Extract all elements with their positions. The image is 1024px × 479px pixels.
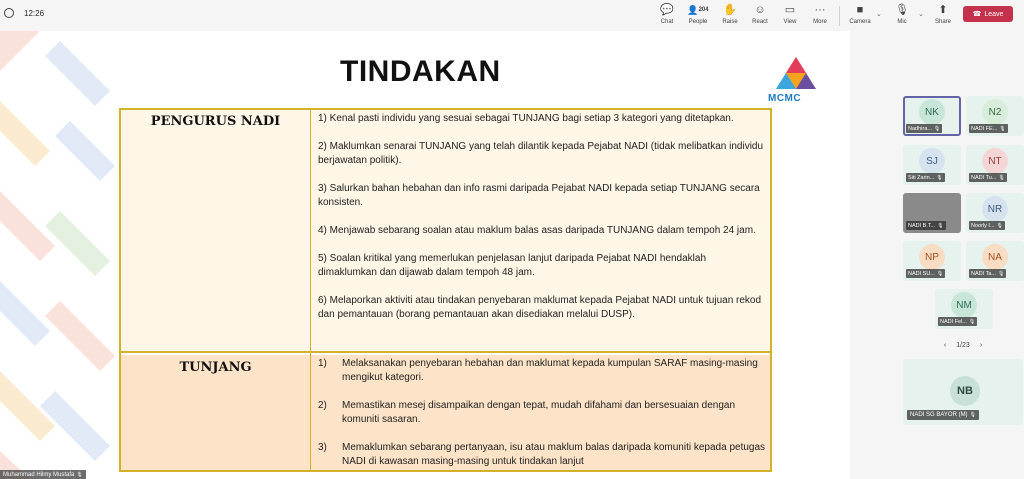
react-icon: ☺ <box>754 3 766 16</box>
mcmc-logo-text: MCMC <box>768 93 802 104</box>
mic-off-icon: 🎙 <box>895 3 909 16</box>
mic-off-icon: 🎙 <box>969 412 976 418</box>
avatar: NA <box>982 244 1008 270</box>
chevron-right-icon[interactable]: › <box>979 341 983 349</box>
view-icon: ▭ <box>784 3 796 16</box>
slide-title: TINDAKAN <box>340 55 501 88</box>
participant-tile[interactable]: NP NADI SU... 🎙 <box>903 241 961 281</box>
shield-icon <box>4 8 14 18</box>
camera-icon: ■ <box>856 3 864 16</box>
leave-button[interactable]: ☎ Leave <box>963 6 1013 22</box>
mic-off-icon: 🎙 <box>997 270 1005 277</box>
meeting-time: 12:26 <box>24 8 45 18</box>
avatar: SJ <box>919 148 945 174</box>
meeting-status <box>4 8 44 18</box>
mic-off-icon: 🎙 <box>968 318 976 325</box>
list-item: 1) Kenal pasti individu yang sesuai sebagai TUNJANG bagi setiap 3 kategori yang ditetapkan. <box>318 113 734 124</box>
mic-off-icon: 🎙 <box>996 222 1003 229</box>
list-item: 3) Memaklumkan sebarang pertanyaan, isu atau maklum balas daripada komuniti kepada petugas NADI di kawasan masing-masing untuk tindakan lanjut <box>318 442 766 467</box>
avatar: NT <box>982 148 1008 174</box>
mic-off-icon: 🎙 <box>999 125 1006 132</box>
participant-tile-large[interactable]: NB NADI SG BAYOR (M) 🎙 <box>903 359 1023 425</box>
list-item: 4) Menjawab sebarang soalan atau maklum balas asas daripada TUNJANG dalam tempoh 24 jam. <box>318 225 756 236</box>
column-divider <box>310 110 311 470</box>
slide-decoration <box>0 31 120 479</box>
list-item: 2) Memastikan mesej disampaikan dengan tepat, mudah difahami dan bersesuaian dengan komuniti sasaran. <box>318 400 736 425</box>
list-item: 3) Salurkan bahan hebahan dan info rasmi daripada Pejabat NADI kepada setiap TUNJANG secara konsisten. <box>318 183 760 208</box>
toolbar-divider <box>839 6 840 26</box>
camera-options-chevron-icon[interactable]: ⌄ <box>876 11 882 18</box>
avatar: NR <box>982 196 1008 222</box>
mic-button[interactable]: 🎙 Mic <box>895 3 909 25</box>
people-button[interactable]: 👤 204 People <box>687 4 709 25</box>
share-icon: ⬆ <box>938 3 948 16</box>
participant-tile[interactable]: NA NADI Ta... 🎙 <box>966 241 1024 281</box>
avatar: NB <box>950 376 980 406</box>
action-table <box>119 108 772 472</box>
row-header-pengurus-nadi: PENGURUS NADI <box>150 114 281 129</box>
avatar: N2 <box>982 99 1008 125</box>
mic-off-icon: 🎙 <box>937 222 944 229</box>
mic-off-icon: 🎙 <box>998 174 1005 181</box>
participant-tile[interactable]: N2 NADI FE... 🎙 <box>966 96 1024 136</box>
avatar: NM <box>951 292 977 318</box>
view-button[interactable]: ▭ View <box>783 3 797 25</box>
row-header-tunjang: TUNJANG <box>179 360 252 375</box>
mic-off-icon: 🎙 <box>933 125 941 132</box>
mic-off-icon: 🎙 <box>936 174 943 181</box>
shared-slide <box>0 31 850 479</box>
chat-button[interactable]: 💬 Chat <box>660 3 674 25</box>
page-indicator: 1/23 <box>956 341 970 349</box>
participant-tile[interactable]: NADI B.T... 🎙 <box>903 193 961 233</box>
participant-tile[interactable]: NM NADI Fel... 🎙 <box>935 289 993 329</box>
chat-icon: 💬 <box>660 3 674 16</box>
presenter-label: Muhammad Hilmy Mustafa 🎙 <box>0 470 86 479</box>
list-item: 2) Maklumkan senarai TUNJANG yang telah dilantik kepada Pejabat NADI (tidak melibatkan individu berjawatan politik). <box>318 141 764 166</box>
more-icon: ··· <box>814 3 826 16</box>
table-row <box>121 355 770 470</box>
raise-hand-button[interactable]: ✋ Raise <box>722 3 738 25</box>
share-button[interactable]: ⬆ Share <box>934 3 951 25</box>
mic-off-icon: 🎙 <box>76 471 83 478</box>
mic-options-chevron-icon[interactable]: ⌄ <box>918 11 924 18</box>
more-button[interactable]: ··· More <box>813 3 827 25</box>
people-icon: 👤 <box>687 4 699 15</box>
react-button[interactable]: ☺ React <box>752 3 768 25</box>
participant-tile[interactable]: NK Nadhira... 🎙 <box>903 96 961 136</box>
chevron-left-icon[interactable]: ‹ <box>943 341 947 349</box>
list-item: 5) Soalan kritikal yang memerlukan penjelasan lanjut daripada Pejabat NADI hendaklah dimaklumkan dan dijawab dalam tempoh 48 jam. <box>318 253 707 278</box>
participant-tile[interactable]: SJ Siti Zarin... 🎙 <box>903 145 961 185</box>
meeting-toolbar <box>0 0 1024 31</box>
phone-hangup-icon: ☎ <box>972 11 982 18</box>
list-item: 1) Melaksanakan penyebaran hebahan dan maklumat kepada kumpulan SARAF masing-masing mengikut kategori. <box>318 358 758 383</box>
camera-button[interactable]: ■ Camera <box>849 3 871 25</box>
tunjang-items <box>318 357 766 479</box>
people-count: 204 <box>698 7 709 13</box>
table-row <box>121 110 770 353</box>
participant-tile[interactable]: NR Noorly I... 🎙 <box>966 193 1024 233</box>
pengurus-nadi-items <box>318 112 766 336</box>
avatar: NK <box>919 99 945 125</box>
participant-tile[interactable]: NT NADI Tu... 🎙 <box>966 145 1024 185</box>
mic-off-icon: 🎙 <box>936 270 944 277</box>
participant-pager <box>903 336 1023 354</box>
avatar: NP <box>919 244 945 270</box>
raise-hand-icon: ✋ <box>723 3 737 16</box>
list-item: 6) Melaporkan aktiviti atau tindakan penyebaran maklumat kepada Pejabat NADI untuk tujuan rekod dan pemantauan (borang pemantauan akan disediakan melalui DUSP). <box>318 295 762 320</box>
